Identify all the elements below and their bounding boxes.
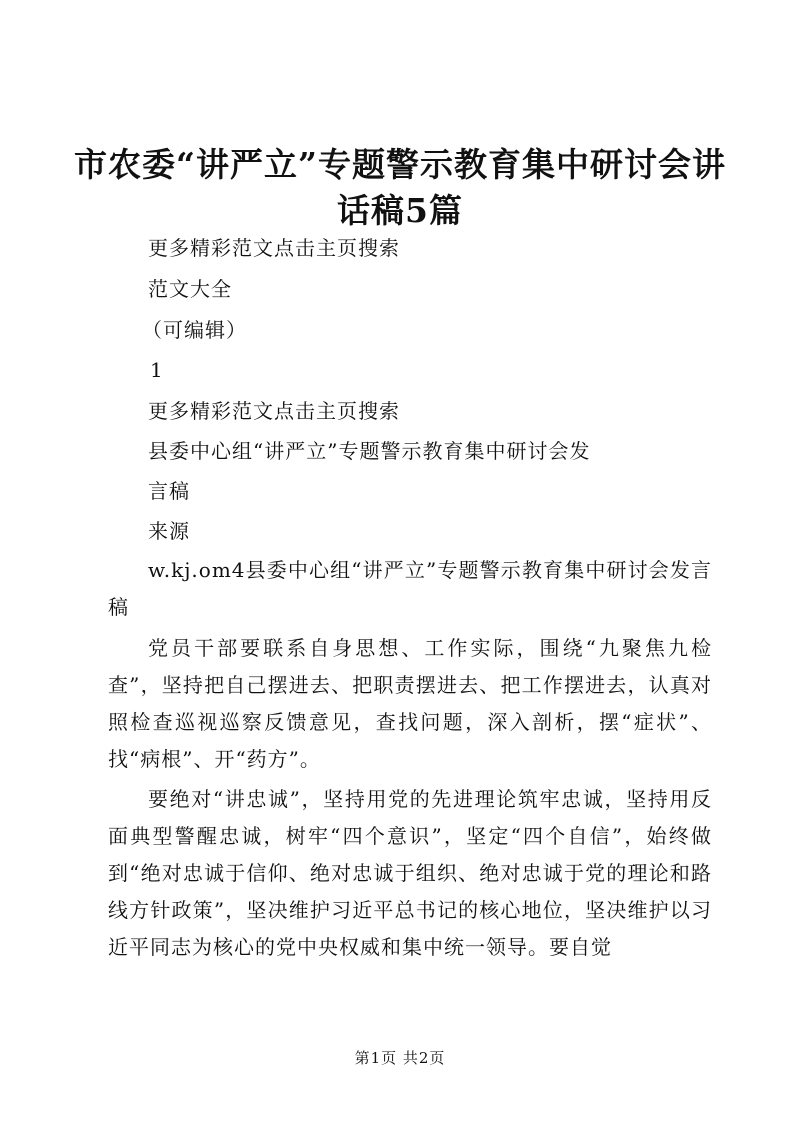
body-paragraph: 要绝对“讲忠诚”，坚持用党的先进理论筑牢忠诚，坚持用反面典型警醒忠诚，树牢“四个意识”，坚定“四个自信”，始终做到“绝对忠诚于信仰、绝对忠诚于组织、绝对忠诚于党的理论和路线方针政策”，坚决维护习近平总书记的核心地位，坚决维护以习近平同志为核心的党中央权威和集中统一领导。要自觉 xyxy=(108,787,712,959)
text-line: 言稿 xyxy=(148,479,190,503)
text-line: 更多精彩范文点击主页搜索 xyxy=(148,399,400,423)
text-line: 范文大全 xyxy=(148,277,232,301)
page-footer: 第1页 共2页 xyxy=(354,1049,446,1067)
text-line: 1 xyxy=(150,358,164,382)
body-paragraph: w.kj.om4县委中心组“讲严立”专题警示教育集中研讨会发言稿 xyxy=(108,558,712,619)
text-line: 更多精彩范文点击主页搜索 xyxy=(148,236,400,260)
text-line: （可编辑） xyxy=(142,318,247,342)
text-line: 来源 xyxy=(148,519,190,543)
document-title: 市农委“讲严立”专题警示教育集中研讨会讲话稿5篇 xyxy=(74,145,726,230)
body-paragraph: 党员干部要联系自身思想、工作实际，围绕“九聚焦九检查”，坚持把自己摆进去、把职责摆进去、把工作摆进去，认真对照检查巡视巡察反馈意见，查找问题，深入剖析，摆“症状”、找“病根”、开“药方”。 xyxy=(108,636,712,771)
text-line: 县委中心组“讲严立”专题警示教育集中研讨会发 xyxy=(148,439,591,463)
